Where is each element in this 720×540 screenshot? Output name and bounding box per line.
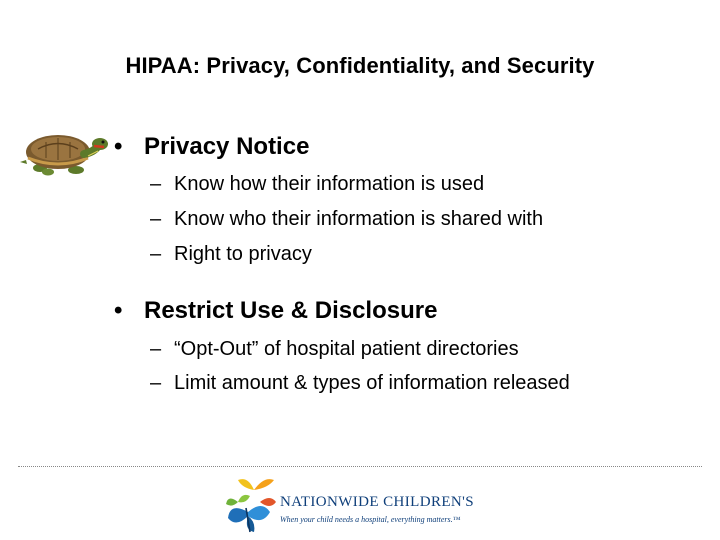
bullet-restrict-use <box>114 297 437 325</box>
sub-item <box>150 173 484 196</box>
slide-title: HIPAA: Privacy, Confidentiality, and Security <box>125 53 595 78</box>
sub-item <box>150 208 543 231</box>
sub-item-text: Limit amount & types of information released <box>174 372 570 394</box>
sub-item <box>150 338 519 361</box>
turtle-image <box>18 124 110 186</box>
dash: – <box>150 243 162 265</box>
sub-item <box>150 372 570 395</box>
sub-item-text: Know how their information is used <box>174 173 485 195</box>
sub-item-text: “Opt-Out” of hospital patient directories <box>174 338 519 360</box>
bullet-dot: • <box>114 297 123 324</box>
dash: – <box>150 372 162 394</box>
logo-name: NATIONWIDE CHILDREN'S <box>280 494 474 510</box>
nationwide-childrens-logo <box>224 472 474 534</box>
butterfly-icon <box>224 472 280 534</box>
sub-item <box>150 243 312 266</box>
bullet-dot: • <box>114 133 123 160</box>
logo-tagline: When your child needs a hospital, everything matters.™ <box>280 515 461 524</box>
sub-item-text: Know who their information is shared with <box>174 208 544 230</box>
dash: – <box>150 208 162 230</box>
dash: – <box>150 338 162 360</box>
bullet-text: Privacy Notice <box>144 133 310 160</box>
bullet-text: Restrict Use & Disclosure <box>144 297 438 324</box>
footer-divider <box>18 466 702 467</box>
sub-item-text: Right to privacy <box>174 243 312 265</box>
bullet-privacy-notice <box>114 133 309 161</box>
dash: – <box>150 173 162 195</box>
